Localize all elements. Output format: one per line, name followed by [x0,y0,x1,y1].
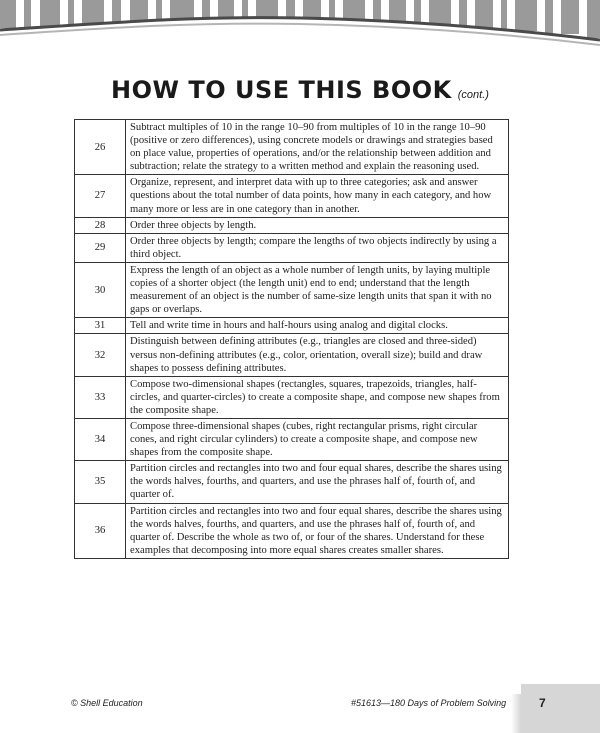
standard-text: Tell and write time in hours and half-hours using analog and digital clocks. [126,318,509,334]
table-row [75,376,509,418]
day-number: 28 [75,217,126,233]
day-number: 26 [75,120,126,175]
table-row [75,418,509,460]
standards-table [74,119,509,559]
day-number: 31 [75,318,126,334]
day-number: 30 [75,262,126,317]
table-row [75,461,509,503]
page-title [0,76,600,104]
table-row [75,120,509,175]
standard-text: Distinguish between defining attributes (e.g., triangles are closed and three-sided) versus non-defining attributes (e.g., color, orientation, overall size); build and draw shapes to possess defining attributes. [126,334,509,376]
table-row [75,175,509,217]
table-row [75,233,509,262]
day-number: 27 [75,175,126,217]
standard-text: Subtract multiples of 10 in the range 10–90 from multiples of 10 in the range 10–90 (positive or zero differences), using concrete models or drawings and strategies based on place value, properties of operations, and/or the relationship between addition and subtraction; relate the strategy to a written method and explain the reasoning used. [126,120,509,175]
table-row [75,503,509,558]
page-number: 7 [539,696,546,710]
page-title-text: HOW TO USE THIS BOOK [111,76,452,104]
publisher-credit: © Shell Education [71,698,143,708]
standard-text: Compose three-dimensional shapes (cubes, right rectangular prisms, right circular cones, and right circular cylinders) to create a composite shape, and compose new shapes from the composite shape. [126,418,509,460]
day-number: 33 [75,376,126,418]
page-title-cont: (cont.) [457,89,489,101]
day-number: 36 [75,503,126,558]
page-number-tab [521,684,600,733]
decorative-top-banner [0,0,600,48]
book-reference: #51613—180 Days of Problem Solving [351,698,507,708]
page-footer [0,690,600,733]
day-number: 29 [75,233,126,262]
table-row [75,318,509,334]
standard-text: Compose two-dimensional shapes (rectangles, squares, trapezoids, triangles, half-circles, and quarter-circles) to create a composite shape, and compose new shapes from the composite shape. [126,376,509,418]
day-number: 32 [75,334,126,376]
standard-text: Order three objects by length. [126,217,509,233]
standard-text: Partition circles and rectangles into two and four equal shares, describe the shares using the words halves, fourths, and quarters, and use the phrases half of, fourth of, and quarter of. [126,461,509,503]
standard-text: Partition circles and rectangles into two and four equal shares, describe the shares using the words halves, fourths, and quarters, and use the phrases half of, fourth of, and quarter of. Describe the whole as two of, or four of the shares. Understand for these examples that decomposing into more equal shares creates smaller shares. [126,503,509,558]
day-number: 35 [75,461,126,503]
table-row [75,334,509,376]
standard-text: Organize, represent, and interpret data with up to three categories; ask and answer questions about the total number of data points, how many in each category, and how many more or less are in one category than in another. [126,175,509,217]
table-row [75,217,509,233]
standard-text: Order three objects by length; compare the lengths of two objects indirectly by using a third object. [126,233,509,262]
day-number: 34 [75,418,126,460]
standard-text: Express the length of an object as a whole number of length units, by laying multiple copies of a shorter object (the length unit) end to end; understand that the length measurement of an object is the number of same-size length units that span it with no gaps or overlaps. [126,262,509,317]
table-row [75,262,509,317]
